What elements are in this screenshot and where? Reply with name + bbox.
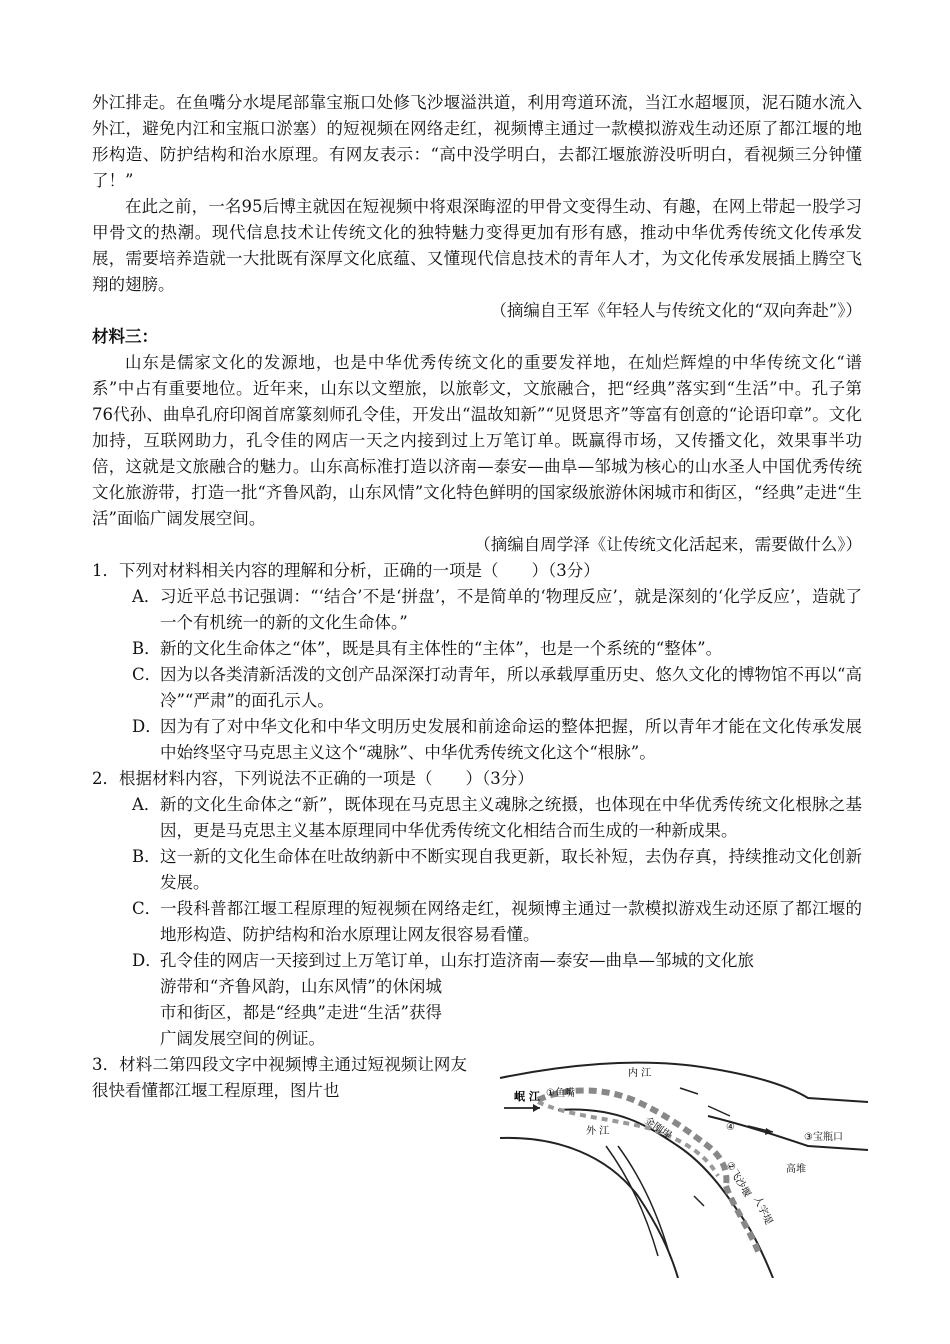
q2-option-c <box>92 896 862 948</box>
label-inner-river: 内 江 <box>628 1068 652 1079</box>
question-2-stem: 2．根据材料内容，下列说法不正确的一项是（ ）（3分） <box>92 769 534 788</box>
option-label: C． <box>132 899 162 918</box>
material3-source: （摘编自周学泽《让传统文化活起来，需要做什么》） <box>474 535 862 554</box>
jingang-dike <box>538 1090 726 1186</box>
option-label: D． <box>132 951 162 970</box>
label-outer-river: 外 江 <box>586 1126 610 1137</box>
option-label: D． <box>132 717 162 736</box>
q2-option-b <box>92 844 862 896</box>
option-text-rest: 游带和“齐鲁风韵，山东风情”的休闲城市和街区，都是“经典”走进“生活”获得广阔发展空间的例证。 <box>160 977 442 1048</box>
option-label: B． <box>132 639 161 658</box>
label-jingang-dike: 金刚堤 <box>642 1115 674 1142</box>
inner-dike <box>538 1102 718 1176</box>
label-circle4: ④ <box>726 1122 735 1133</box>
question-1-stem: 1．下列对材料相关内容的理解和分析，正确的一项是（ ）（3分） <box>92 561 600 580</box>
label-gaodui: 高堆 <box>786 1164 806 1175</box>
label-baopingkou: ③宝瓶口 <box>804 1132 843 1143</box>
arrow-feishayan <box>708 1106 730 1116</box>
passage2-paragraph-1: 外江排走。在鱼嘴分水堤尾部靠宝瓶口处修飞沙堰溢洪道，利用弯道环流，当江水超堰顶，泥石随水流入外江，避免内江和宝瓶口淤塞）的短视频在网络走红，视频博主通过一款模拟游戏生动还原了都江堰的地形构造、防护结构和治水原理。有网友表示：“高中没学明白，去都江堰旅游没听明白，看视频三分钟懂了！” <box>92 93 862 190</box>
arrow-inner-1 <box>680 1088 698 1094</box>
material3-heading: 材料三： <box>92 327 158 346</box>
q2-option-a <box>92 792 862 844</box>
option-text: 新的文化生命体之“体”，既是具有主体性的“主体”，也是一个系统的“整体”。 <box>160 639 723 658</box>
q1-option-a <box>92 584 862 636</box>
label-feishayan: ②飞沙堰 <box>723 1160 753 1200</box>
option-text: 这一新的文化生命体在吐故纳新中不断实现自我更新，取长补短，去伪存真，持续推动文化创新发展。 <box>160 847 862 892</box>
option-text: 习近平总书记强调：“‘结合’不是‘拼盘’，不是简单的‘物理反应’，就是深刻的‘化学反应’，造就了一个有机统一的新的文化生命体。” <box>160 587 862 632</box>
dujiangyan-map-svg <box>408 1046 868 1278</box>
option-text-line1: 孔令佳的网店一天接到过上万笔订单，山东打造济南—泰安—曲阜—邹城的文化旅 <box>160 951 754 970</box>
arrow-outer <box>694 1196 704 1206</box>
page-content <box>92 90 862 1104</box>
q1-option-c <box>92 662 862 714</box>
q2-option-d <box>92 948 862 1052</box>
label-renzi-dike: 人字堤 <box>751 1194 774 1227</box>
option-label: A． <box>132 795 161 814</box>
passage2-source: （摘编自王军《年轻人与传统文化的“双向奔赴”》） <box>490 301 862 320</box>
option-text: 新的文化生命体之“新”，既体现在马克思主义魂脉之统摄，也体现在中华优秀传统文化根脉之基因，更是马克思主义基本原理同中华优秀传统文化相结合而生成的一种新成果。 <box>160 795 862 840</box>
option-label: A． <box>132 587 161 606</box>
option-text: 一段科普都江堰工程原理的短视频在网络走红，视频博主通过一款模拟游戏生动还原了都江堰的地形构造、防护结构和治水原理让网友很容易看懂。 <box>160 899 862 944</box>
option-label: C． <box>132 665 162 684</box>
option-text: 因为有了对中华文化和中华文明历史发展和前途命运的整体把握，所以青年才能在文化传承发展中始终坚守马克思主义这个“魂脉”、中华优秀传统文化这个“根脉”。 <box>160 717 862 762</box>
q1-option-b <box>92 636 862 662</box>
question-3-stem: 3．材料二第四段文字中视频博主通过短视频让网友很快看懂都江堰工程原理，图片也 <box>92 1055 467 1100</box>
label-yuzui: ①鱼嘴 <box>546 1088 575 1099</box>
passage2-paragraph-2: 在此之前，一名95后博主就因在短视频中将艰深晦涩的甲骨文变得生动、有趣，在网上带起一股学习甲骨文的热潮。现代信息技术让传统文化的独特魅力变得更加有形有感，推动中华优秀传统文化传承发展，需要培养造就一大批既有深厚文化底蕴、又懂现代信息技术的青年人才，为文化传承发展插上腾空飞翔的翅膀。 <box>92 197 862 294</box>
option-text: 因为以各类清新活泼的文创产品深深打动青年，所以承载厚重历史、悠久文化的博物馆不再以“高冷”“严肃”的面孔示人。 <box>160 665 862 710</box>
material3-paragraph: 山东是儒家文化的发源地，也是中华优秀传统文化的重要发祥地，在灿烂辉煌的中华传统文化“谱系”中占有重要地位。近年来，山东以文塑旅，以旅彰文，文旅融合，把“经典”落实到“生活”中。孔子第76代孙、曲阜孔府印阁首席篆刻师孔令佳，开发出“温故知新”“见贤思齐”等富有创意的“论语印章”。文化加持，互联网助力，孔令佳的网店一天之内接到过上万笔订单。既赢得市场，又传播文化，效果事半功倍，这就是文旅融合的魅力。山东高标准打造以济南—泰安—曲阜—邹城为核心的山水圣人中国优秀传统文化旅游带，打造一批“齐鲁风韵，山东风情”文化特色鲜明的国家级旅游休闲城市和街区，“经典”走进“生活”面临广阔发展空间。 <box>92 353 862 528</box>
arrow-min-river-head <box>533 1104 540 1112</box>
q1-option-d <box>92 714 862 766</box>
dujiangyan-map <box>408 1046 868 1278</box>
option-label: B． <box>132 847 161 866</box>
label-min-river: 岷 江 <box>514 1090 540 1103</box>
river-bank-left <box>500 1138 678 1278</box>
